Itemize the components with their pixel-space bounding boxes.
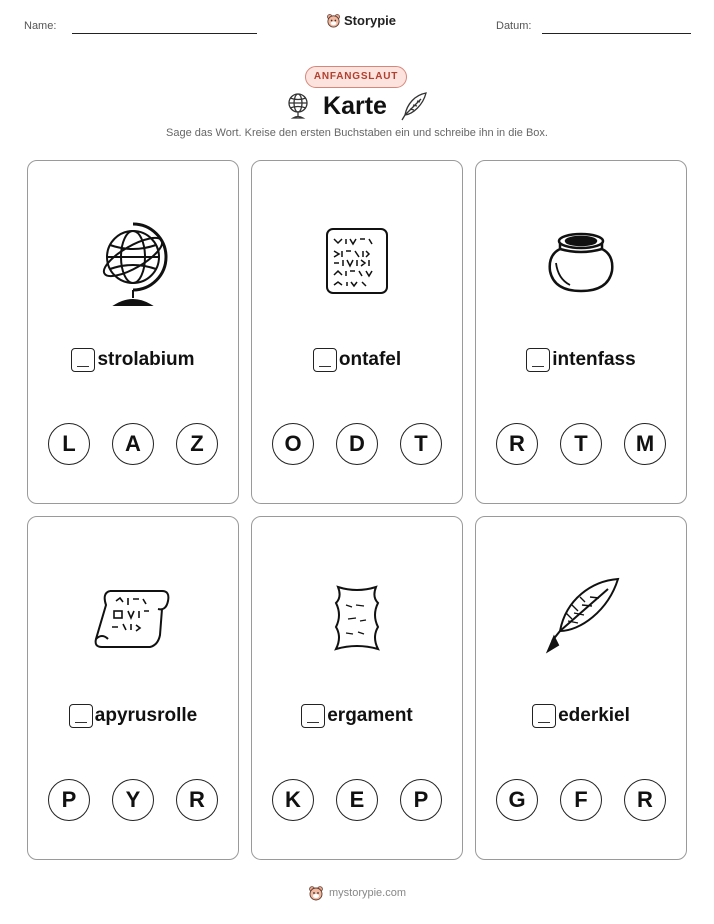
word-ending: intenfass bbox=[552, 349, 636, 370]
word-card bbox=[475, 160, 687, 504]
word-ending: ederkiel bbox=[558, 705, 630, 726]
letter-choice[interactable]: L bbox=[48, 423, 90, 465]
answer-box[interactable] bbox=[313, 348, 337, 372]
brand-name: Storypie bbox=[344, 13, 397, 28]
date-label: Datum: bbox=[496, 20, 532, 32]
title-row bbox=[0, 88, 714, 124]
letter-choice[interactable]: T bbox=[400, 423, 442, 465]
letter-choice[interactable]: Y bbox=[112, 779, 154, 821]
word-ending: ontafel bbox=[338, 349, 402, 370]
word-card bbox=[27, 160, 239, 504]
feather-icon bbox=[399, 90, 429, 122]
letter-choice[interactable]: R bbox=[176, 779, 218, 821]
letter-choice[interactable]: R bbox=[624, 779, 666, 821]
letter-choice[interactable]: G bbox=[496, 779, 538, 821]
answer-box[interactable] bbox=[526, 348, 550, 372]
letter-choice[interactable]: A bbox=[112, 423, 154, 465]
letter-choice[interactable]: P bbox=[48, 779, 90, 821]
bear-logo-icon bbox=[308, 885, 324, 901]
letter-choice[interactable]: R bbox=[496, 423, 538, 465]
word-ending: apyrusrolle bbox=[94, 705, 198, 726]
quill-feather-icon bbox=[536, 575, 626, 665]
letter-choice[interactable]: E bbox=[336, 779, 378, 821]
answer-box[interactable] bbox=[532, 704, 556, 728]
letter-choice[interactable]: M bbox=[624, 423, 666, 465]
stone-tablet-icon bbox=[312, 219, 402, 309]
instructions: Sage das Wort. Kreise den ersten Buchstaben ein und schreibe ihn in die Box. bbox=[166, 127, 548, 139]
letter-choice[interactable]: Z bbox=[176, 423, 218, 465]
letter-choice[interactable]: P bbox=[400, 779, 442, 821]
globe-icon bbox=[285, 91, 311, 121]
page-title: Karte bbox=[323, 91, 387, 120]
letter-choice[interactable]: K bbox=[272, 779, 314, 821]
answer-box[interactable] bbox=[69, 704, 93, 728]
answer-box[interactable] bbox=[71, 348, 95, 372]
footer-url[interactable]: mystorypie.com bbox=[328, 887, 407, 899]
word-card bbox=[251, 160, 463, 504]
word-card bbox=[27, 516, 239, 860]
letter-choice[interactable]: F bbox=[560, 779, 602, 821]
word-ending: strolabium bbox=[97, 349, 195, 370]
name-label: Name: bbox=[24, 20, 57, 32]
globe-astrolabe-icon bbox=[88, 219, 178, 309]
parchment-icon bbox=[312, 575, 402, 665]
name-line[interactable] bbox=[72, 33, 257, 34]
word-ending: ergament bbox=[327, 705, 413, 726]
category-badge: ANFANGSLAUT bbox=[305, 66, 407, 88]
word-card bbox=[251, 516, 463, 860]
date-line[interactable] bbox=[542, 33, 691, 34]
letter-choice[interactable]: D bbox=[336, 423, 378, 465]
bear-logo-icon bbox=[326, 13, 341, 28]
papyrus-scroll-icon bbox=[88, 575, 178, 665]
ink-pot-icon bbox=[536, 219, 626, 309]
answer-box[interactable] bbox=[301, 704, 325, 728]
letter-choice[interactable]: O bbox=[272, 423, 314, 465]
word-card bbox=[475, 516, 687, 860]
letter-choice[interactable]: T bbox=[560, 423, 602, 465]
brand-logo bbox=[326, 13, 396, 28]
footer bbox=[0, 885, 714, 901]
